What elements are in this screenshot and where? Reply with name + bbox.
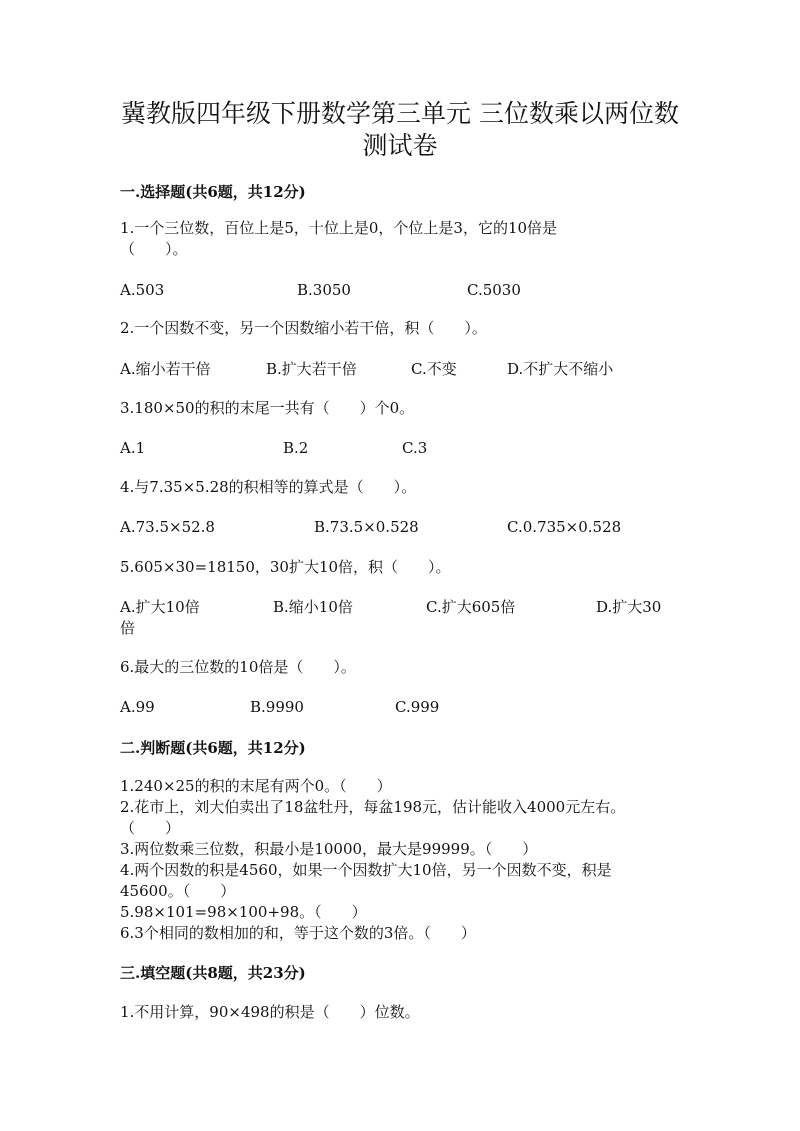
option-a: A.503 — [120, 281, 165, 299]
option-b: B.扩大若干倍 — [266, 360, 357, 378]
question-text: 3.180×50的积的末尾一共有（ ）个0。 — [120, 399, 415, 417]
judgement-line: 2.花市上，刘大伯卖出了18盆牡丹，每盆198元，估计能收入4000元左右。 — [120, 798, 626, 816]
exam-title-line2: 测试卷 — [362, 131, 438, 160]
option-c: C.3 — [402, 439, 428, 457]
option-d: D.不扩大不缩小 — [507, 360, 614, 378]
option-b: B.73.5×0.528 — [314, 518, 419, 536]
option-d-wrap: 倍 — [120, 619, 136, 637]
option-c: C.5030 — [467, 281, 521, 299]
option-c: C.999 — [395, 698, 440, 716]
option-c: C.0.735×0.528 — [507, 518, 622, 536]
option-d: D.扩大30 — [596, 598, 662, 616]
judgement-line: 3.两位数乘三位数，积最小是10000，最大是99999。（ ） — [120, 840, 538, 858]
option-a: A.1 — [120, 439, 146, 457]
section-heading-judgement: 二.判断题(共6题，共12分) — [120, 739, 306, 757]
option-a: A.扩大10倍 — [120, 598, 200, 616]
option-b: B.3050 — [297, 281, 351, 299]
question-text: 6.最大的三位数的10倍是（ ）。 — [120, 658, 356, 676]
option-c: C.不变 — [411, 360, 457, 378]
option-a: A.73.5×52.8 — [120, 518, 215, 536]
judgement-line: 1.240×25的积的末尾有两个0。（ ） — [120, 777, 392, 795]
question-text: 5.605×30=18150，30扩大10倍，积（ ）。 — [120, 558, 451, 576]
judgement-line: 5.98×101=98×100+98。（ ） — [120, 903, 367, 921]
question-text: 4.与7.35×5.28的积相等的算式是（ ）。 — [120, 478, 417, 496]
section-heading-fill-blank: 三.填空题(共8题，共23分) — [120, 964, 306, 982]
question-text: 2.一个因数不变，另一个因数缩小若干倍，积（ ）。 — [120, 319, 487, 337]
judgement-line: 45600。（ ） — [120, 882, 236, 900]
option-a: A.缩小若干倍 — [120, 360, 211, 378]
option-b: B.2 — [283, 439, 309, 457]
judgement-line: （ ） — [120, 819, 181, 837]
judgement-line: 6.3个相同的数相加的和，等于这个数的3倍。（ ） — [120, 924, 476, 942]
option-c: C.扩大605倍 — [426, 598, 516, 616]
option-a: A.99 — [120, 698, 155, 716]
judgement-line: 4.两个因数的积是4560，如果一个因数扩大10倍，另一个因数不变，积是 — [120, 861, 612, 879]
exam-title-line1: 冀教版四年级下册数学第三单元 三位数乘以两位数 — [121, 99, 679, 128]
section-heading-choice: 一.选择题(共6题，共12分) — [120, 183, 306, 201]
question-text: （ ）。 — [120, 240, 188, 258]
option-b: B.9990 — [250, 698, 304, 716]
question-text: 1.一个三位数，百位上是5，十位上是0，个位上是3，它的10倍是 — [120, 219, 558, 237]
fill-blank-question: 1.不用计算，90×498的积是（ ）位数。 — [120, 1003, 420, 1021]
option-b: B.缩小10倍 — [273, 598, 353, 616]
